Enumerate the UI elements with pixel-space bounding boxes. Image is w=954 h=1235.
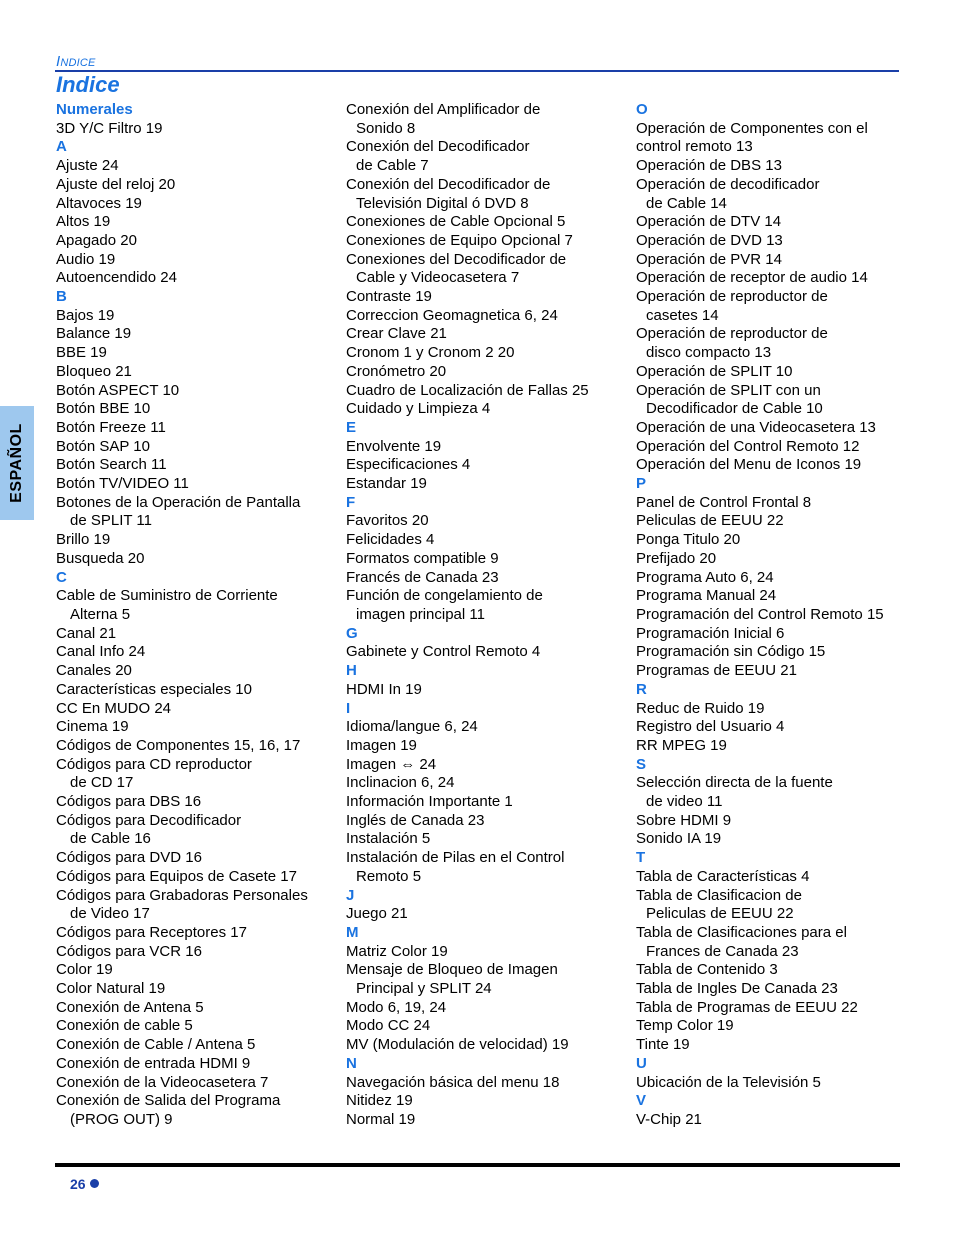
index-entry: de SPLIT 11 — [70, 512, 153, 530]
index-entry: Tabla de Contenido 3 — [636, 961, 778, 979]
index-entry: Tabla de Características 4 — [636, 867, 810, 885]
index-letter-heading: H — [346, 662, 357, 680]
index-entry: Botón TV/VIDEO 11 — [56, 475, 189, 493]
index-letter-heading: T — [636, 849, 646, 867]
index-entry: Imagen 19 — [346, 736, 417, 754]
index-entry: Juego 21 — [346, 905, 408, 923]
index-entry: Cuidado y Limpieza 4 — [346, 400, 491, 418]
index-entry: Francés de Canada 23 — [346, 568, 499, 586]
index-entry: Cronom 1 y Cronom 2 20 — [346, 344, 515, 362]
index-entry: Panel de Control Frontal 8 — [636, 493, 812, 511]
index-letter-heading: B — [56, 288, 67, 306]
index-entry: Cable de Suministro de Corriente — [56, 587, 278, 605]
index-entry: Conexión de la Videocasetera 7 — [56, 1073, 269, 1091]
index-entry: Televisión Digital ó DVD 8 — [356, 194, 529, 212]
index-entry: Inclinacion 6, 24 — [346, 774, 455, 792]
index-entry: Autoencendido 24 — [56, 269, 177, 287]
index-entry: Reduc de Ruido 19 — [636, 699, 765, 717]
index-entry: Decodificador de Cable 10 — [646, 400, 823, 418]
index-entry: Ponga Titulo 20 — [636, 531, 741, 549]
section-label: Indice — [56, 53, 96, 70]
index-letter-heading: C — [56, 568, 67, 586]
index-entry: Operación de reproductor de — [636, 288, 828, 306]
index-column-3 — [636, 101, 898, 1130]
index-entry: Cable y Videocasetera 7 — [356, 269, 520, 287]
index-entry: Tabla de Clasificaciones para el — [636, 923, 847, 941]
index-entry: Idioma/langue 6, 24 — [346, 718, 478, 736]
index-letter-heading: S — [636, 755, 647, 773]
index-letter-heading: M — [346, 923, 359, 941]
index-entry: Programas de EEUU 21 — [636, 662, 797, 680]
index-entry: Contraste 19 — [346, 288, 432, 306]
index-entry: Registro del Usuario 4 — [636, 718, 785, 736]
index-entry: Códigos para Grabadoras Personales — [56, 886, 308, 904]
index-entry: Cinema 19 — [56, 718, 129, 736]
index-entry: Tabla de Programas de EEUU 22 — [636, 998, 858, 1016]
index-entry: Canales 20 — [56, 662, 132, 680]
index-entry: Color 19 — [56, 961, 113, 979]
index-entry: Botones de la Operación de Pantalla — [56, 493, 301, 511]
index-entry: Favoritos 20 — [346, 512, 429, 530]
index-entry: Conexión de Antena 5 — [56, 998, 204, 1016]
index-entry: Programación del Control Remoto 15 — [636, 605, 884, 623]
index-entry: Nitidez 19 — [346, 1092, 413, 1110]
index-entry: casetes 14 — [646, 306, 719, 324]
index-entry: Conexión de cable 5 — [56, 1017, 193, 1035]
index-entry: Apagado 20 — [56, 231, 137, 249]
index-entry: Características especiales 10 — [56, 680, 252, 698]
index-entry: Operación de DBS 13 — [636, 157, 782, 175]
index-column-1 — [56, 101, 346, 1130]
index-entry: Cronómetro 20 — [346, 362, 447, 380]
index-entry: Crear Clave 21 — [346, 325, 447, 343]
index-entry: Busqueda 20 — [56, 549, 145, 567]
index-entry: Sonido 8 — [356, 119, 416, 137]
index-entry: Audio 19 — [56, 250, 116, 268]
index-entry: Conexión del Decodificador de — [346, 175, 551, 193]
index-entry: Ubicación de la Televisión 5 — [636, 1073, 821, 1091]
index-entry: Operación de Componentes con el — [636, 119, 868, 137]
index-entry: Altos 19 — [56, 213, 111, 231]
index-entry: (PROG OUT) 9 — [70, 1110, 173, 1128]
index-entry: Botón SAP 10 — [56, 437, 150, 455]
index-letter-heading: V — [636, 1092, 647, 1110]
index-entry: Programa Manual 24 — [636, 587, 777, 605]
index-entry: Ajuste 24 — [56, 157, 119, 175]
index-entry: Frances de Canada 23 — [646, 942, 799, 960]
index-letter-heading: P — [636, 475, 647, 493]
index-entry: Mensaje de Bloqueo de Imagen — [346, 961, 558, 979]
index-entry: Operación de decodificador — [636, 175, 820, 193]
index-entry: Códigos para Decodificador — [56, 811, 242, 829]
index-entry: Peliculas de EEUU 22 — [636, 512, 784, 530]
index-entry: Códigos para Receptores 17 — [56, 923, 247, 941]
index-entry: de Cable 16 — [70, 830, 151, 848]
index-entry: Formatos compatible 9 — [346, 549, 499, 567]
language-tab — [0, 406, 34, 520]
index-entry: Función de congelamiento de — [346, 587, 543, 605]
index-entry: 3D Y/C Filtro 19 — [56, 119, 163, 137]
index-entry: Canal 21 — [56, 624, 117, 642]
index-entry: disco compacto 13 — [646, 344, 772, 362]
index-entry: Inglés de Canada 23 — [346, 811, 485, 829]
index-entry: Remoto 5 — [356, 867, 422, 885]
index-entry: Canal Info 24 — [56, 643, 146, 661]
index-entry: BBE 19 — [56, 344, 107, 362]
index-entry: Programación sin Código 15 — [636, 643, 826, 661]
index-entry: Selección directa de la fuente — [636, 774, 833, 792]
index-entry: Instalación de Pilas en el Control — [346, 849, 565, 867]
index-entry: Códigos para DVD 16 — [56, 849, 202, 867]
index-entry: Imagen ⇔ 24 — [346, 755, 437, 773]
index-entry: Prefijado 20 — [636, 549, 717, 567]
index-entry: Conexión de Cable / Antena 5 — [56, 1036, 256, 1054]
index-letter-heading: E — [346, 418, 357, 436]
index-letter-heading: N — [346, 1054, 357, 1072]
index-entry: Correccion Geomagnetica 6, 24 — [346, 306, 558, 324]
index-entry: de Cable 7 — [356, 157, 429, 175]
index-entry: Matriz Color 19 — [346, 942, 448, 960]
index-entry: Felicidades 4 — [346, 531, 435, 549]
index-entry: Códigos de Componentes 15, 16, 17 — [56, 736, 301, 754]
index-entry: imagen principal 11 — [356, 605, 485, 623]
index-entry: Sonido IA 19 — [636, 830, 722, 848]
index-entry: Conexión del Decodificador — [346, 138, 530, 156]
index-entry: Especificaciones 4 — [346, 456, 471, 474]
index-entry: Alterna 5 — [70, 605, 131, 623]
index-entry: Conexiones de Cable Opcional 5 — [346, 213, 566, 231]
index-entry: Operación de una Videocasetera 13 — [636, 418, 876, 436]
index-entry: Códigos para Equipos de Casete 17 — [56, 867, 297, 885]
index-entry: Botón Search 11 — [56, 456, 167, 474]
index-entry: Principal y SPLIT 24 — [356, 980, 492, 998]
index-entry: Botón BBE 10 — [56, 400, 151, 418]
index-entry: Conexiones de Equipo Opcional 7 — [346, 231, 573, 249]
index-entry: Conexión del Amplificador de — [346, 101, 541, 118]
header-rule — [55, 70, 899, 72]
index-entry: MV (Modulación de velocidad) 19 — [346, 1036, 569, 1054]
index-entry: Ajuste del reloj 20 — [56, 175, 176, 193]
index-entry: Operación del Menu de Iconos 19 — [636, 456, 862, 474]
index-entry: Códigos para CD reproductor — [56, 755, 252, 773]
index-entry: RR MPEG 19 — [636, 736, 727, 754]
index-letter-heading: I — [346, 699, 351, 717]
language-tab-label: ESPAÑOL — [8, 423, 25, 503]
index-entry: Estandar 19 — [346, 475, 427, 493]
index-entry: Operación de reproductor de — [636, 325, 828, 343]
index-entry: V-Chip 21 — [636, 1110, 702, 1128]
index-entry: Operación de DTV 14 — [636, 213, 782, 231]
index-entry: Programación Inicial 6 — [636, 624, 785, 642]
index-entry: Cuadro de Localización de Fallas 25 — [346, 381, 589, 399]
index-entry: Operación de SPLIT 10 — [636, 362, 793, 380]
index-letter-heading: U — [636, 1054, 647, 1072]
page-number-text: 26 — [70, 1176, 86, 1192]
index-entry: Operación de DVD 13 — [636, 231, 783, 249]
index-entry: Modo CC 24 — [346, 1017, 431, 1035]
index-entry: HDMI In 19 — [346, 680, 422, 698]
footer-rule — [55, 1163, 900, 1167]
index-column-2 — [346, 101, 636, 1130]
index-entry: Operación de PVR 14 — [636, 250, 782, 268]
index-entry: CC En MUDO 24 — [56, 699, 172, 717]
index-letter-heading: G — [346, 624, 358, 642]
index-entry: Tabla de Ingles De Canada 23 — [636, 980, 838, 998]
index-entry: Programa Auto 6, 24 — [636, 568, 774, 586]
index-entry: Operación de SPLIT con un — [636, 381, 821, 399]
index-entry: Botón ASPECT 10 — [56, 381, 180, 399]
index-entry: Color Natural 19 — [56, 980, 166, 998]
index-letter-heading: A — [56, 138, 67, 156]
index-entry: Sobre HDMI 9 — [636, 811, 732, 829]
index-letter-heading: O — [636, 101, 648, 118]
index-entry: Botón Freeze 11 — [56, 418, 166, 436]
bullet-icon — [90, 1179, 99, 1188]
index-entry: Códigos para VCR 16 — [56, 942, 202, 960]
index-entry: Conexión de Salida del Programa — [56, 1092, 281, 1110]
index-entry: Envolvente 19 — [346, 437, 442, 455]
index-entry: Balance 19 — [56, 325, 132, 343]
index-letter-heading: J — [346, 886, 355, 904]
index-entry: Peliculas de EEUU 22 — [646, 905, 794, 923]
index-entry: Información Importante 1 — [346, 793, 513, 811]
index-entry: Operación del Control Remoto 12 — [636, 437, 860, 455]
page-number — [70, 1176, 99, 1192]
index-entry: Códigos para DBS 16 — [56, 793, 202, 811]
index-entry: Bajos 19 — [56, 306, 115, 324]
index-entry: de CD 17 — [70, 774, 134, 792]
index-entry: de Cable 14 — [646, 194, 727, 212]
index-entry: Modo 6, 19, 24 — [346, 998, 447, 1016]
index-entry: Altavoces 19 — [56, 194, 142, 212]
index-entry: Conexiones del Decodificador de — [346, 250, 567, 268]
index-entry: Operación de receptor de audio 14 — [636, 269, 868, 287]
index-entry: Brillo 19 — [56, 531, 111, 549]
index-entry: de Video 17 — [70, 905, 150, 923]
index-entry: Navegación básica del menu 18 — [346, 1073, 560, 1091]
index-entry: Normal 19 — [346, 1110, 416, 1128]
index-entry: Gabinete y Control Remoto 4 — [346, 643, 541, 661]
index-entry: de video 11 — [646, 793, 723, 811]
index-letter-heading: Numerales — [56, 101, 133, 118]
index-entry: Conexión de entrada HDMI 9 — [56, 1054, 251, 1072]
index-letter-heading: F — [346, 493, 356, 511]
index-entry: Instalación 5 — [346, 830, 431, 848]
index-entry: Tabla de Clasificacion de — [636, 886, 802, 904]
index-entry: Bloqueo 21 — [56, 362, 132, 380]
index-letter-heading: R — [636, 680, 647, 698]
index-entry: control remoto 13 — [636, 138, 753, 156]
index-entry: Tinte 19 — [636, 1036, 690, 1054]
index-entry: Temp Color 19 — [636, 1017, 734, 1035]
page-title: Indice — [56, 72, 120, 97]
